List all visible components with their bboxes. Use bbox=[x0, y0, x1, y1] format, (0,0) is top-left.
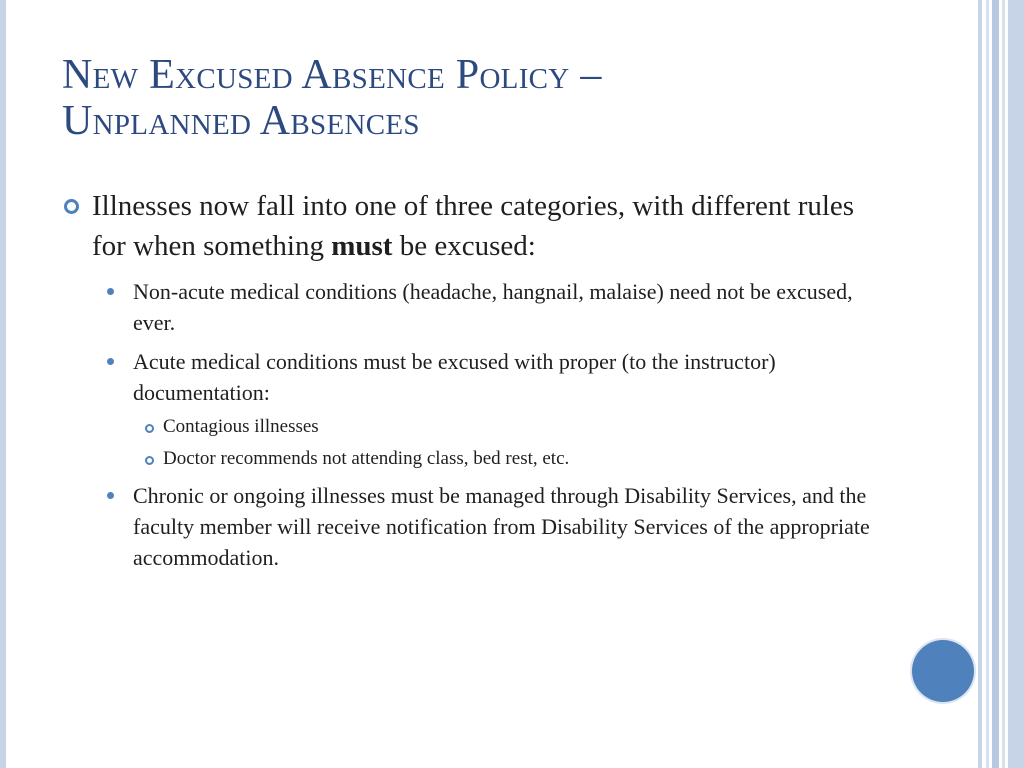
right-decorative-stripes bbox=[978, 0, 1024, 768]
slide-body bbox=[62, 186, 882, 573]
dot-bullet-icon bbox=[107, 492, 114, 499]
sub-bullet-text: Non-acute medical conditions (headache, hangnail, malaise) need not be excused, ever. bbox=[133, 279, 853, 335]
sub-sub-bullet-text: Contagious illnesses bbox=[163, 416, 319, 437]
small-ring-bullet-icon bbox=[145, 456, 154, 465]
ring-bullet-icon bbox=[64, 199, 79, 214]
title-line-1: New Excused Absence Policy – bbox=[62, 52, 602, 98]
left-border-rule bbox=[0, 0, 6, 768]
bullet-bold-word: must bbox=[331, 230, 393, 262]
sub-sub-bullet-contagious bbox=[143, 414, 882, 440]
dot-bullet-icon bbox=[107, 358, 114, 365]
bullet-text-after: be excused: bbox=[392, 230, 536, 262]
title-line-2: Unplanned Absences bbox=[62, 98, 420, 144]
sub-bullet-text: Chronic or ongoing illnesses must be managed through Disability Services, and the faculty member will receive notification from Disability Services of the appropriate accommodation. bbox=[133, 483, 870, 570]
sub-bullet-non-acute bbox=[103, 276, 882, 338]
decorative-circle bbox=[912, 640, 974, 702]
sub-bullet-text: Acute medical conditions must be excused with proper (to the instructor) documentation: bbox=[133, 349, 776, 405]
dot-bullet-icon bbox=[107, 288, 114, 295]
small-ring-bullet-icon bbox=[145, 424, 154, 433]
bullet-illness-categories bbox=[62, 186, 882, 266]
sub-bullet-chronic bbox=[103, 480, 882, 573]
sub-sub-bullet-text: Doctor recommends not attending class, bed rest, etc. bbox=[163, 448, 570, 469]
bullet-text-before: Illnesses now fall into one of three categories, with different rules for when something bbox=[92, 190, 855, 262]
sub-sub-bullet-doctor bbox=[143, 446, 882, 472]
sub-bullet-acute bbox=[103, 346, 882, 408]
slide-title bbox=[62, 52, 942, 144]
